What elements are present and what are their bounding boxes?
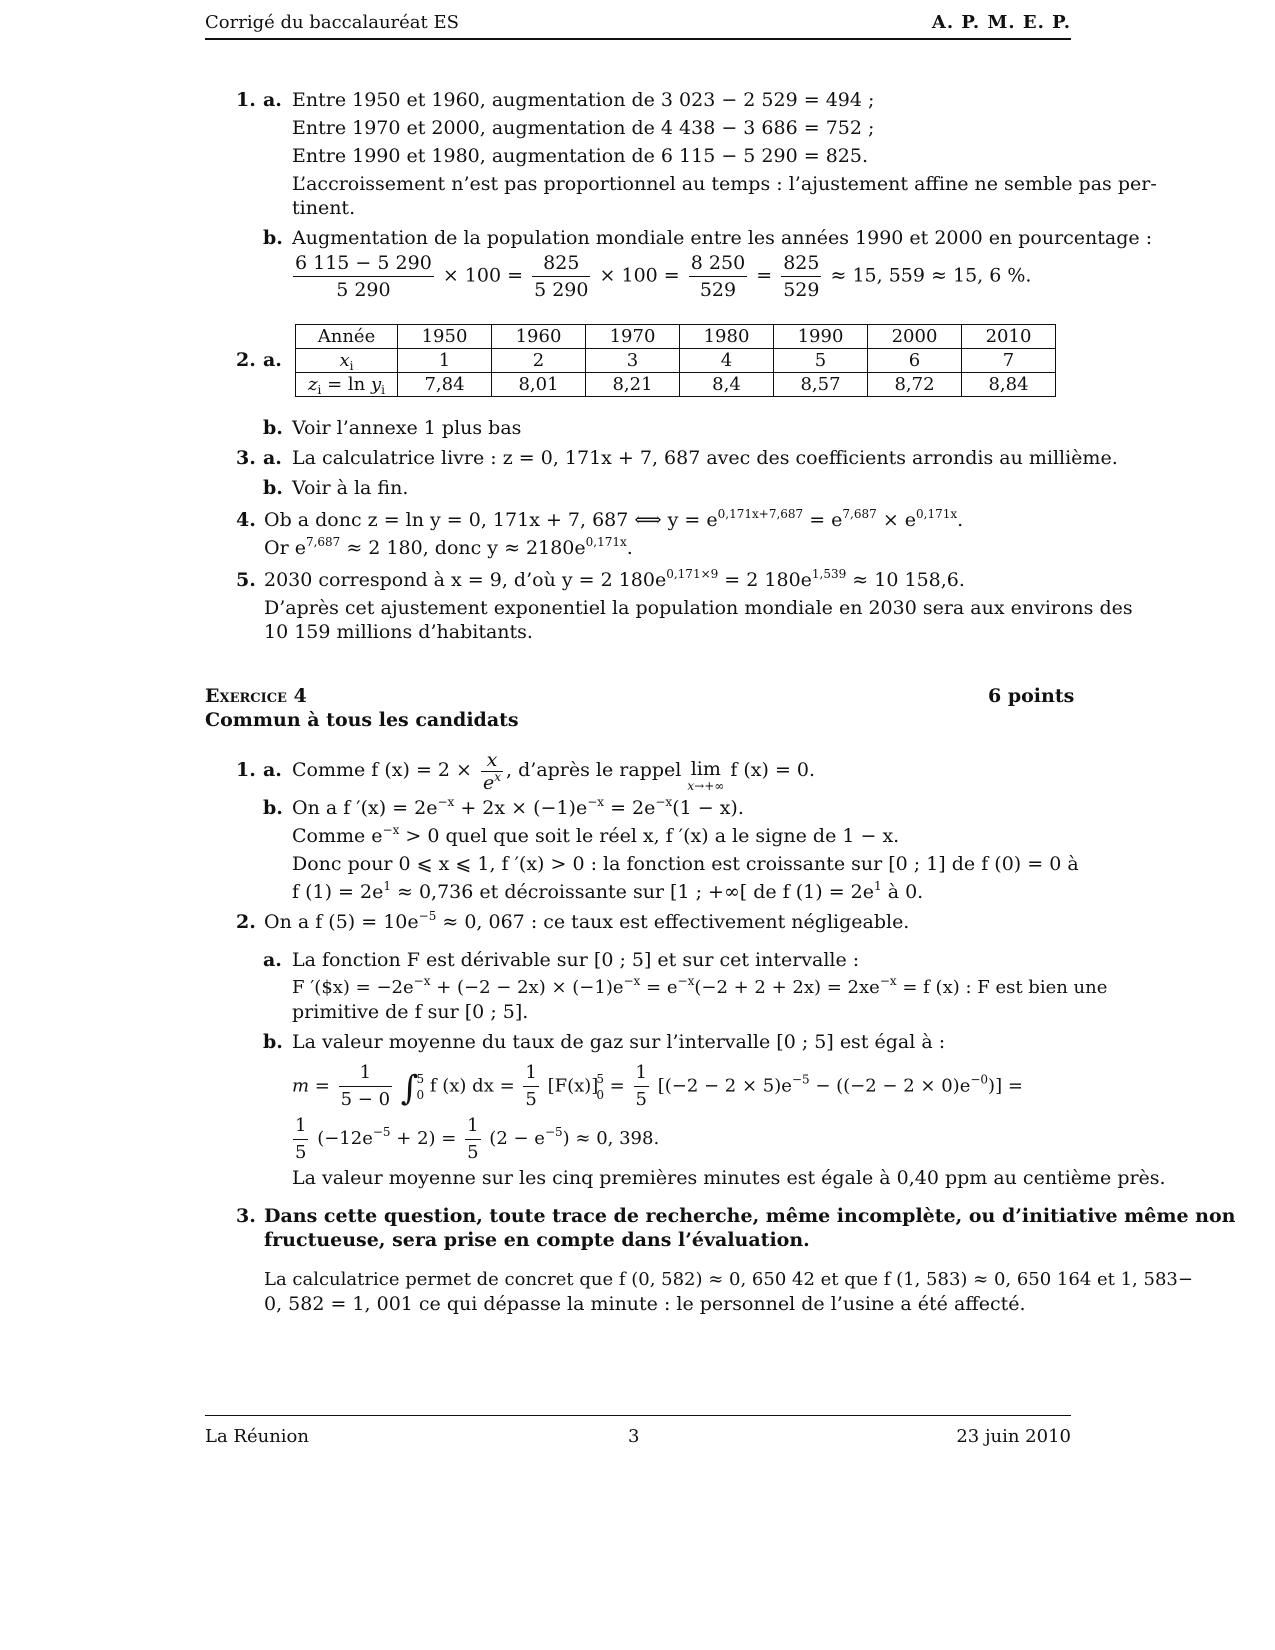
q1a-line3: Entre 1990 et 1980, augmentation de 6 115 − 5 290 = 825.: [292, 145, 869, 167]
fraction: $\frac{1}{5}$: [295, 1114, 307, 1163]
ex4-q3-line1: La calculatrice permet de concret que f (0, 582) ≈ 0, 650 42 et que f (1, 583) ≈ 0, 650 164 et 1, 583−: [264, 1269, 1193, 1290]
ex4-q2b-line4: La valeur moyenne sur les cinq premières minutes est égale à 0,40 ppm au centième près.: [292, 1167, 1166, 1189]
integral-sign: ∫: [400, 1068, 419, 1109]
header-apmep: A. P. M. E. P.: [931, 12, 1071, 33]
ex4-q3-bold1: Dans cette question, toute trace de recherche, même incomplète, ou d’initiative même non: [264, 1205, 1236, 1227]
fraction: $\frac{1}{5}$: [525, 1062, 537, 1110]
ex4-q1b-line1: On a f $'(x) = 2e^{-x} + 2x \times (-1)e^{-x} = 2e^{-x}(1 - x)$.: [292, 795, 744, 819]
q2a-letter: a.: [263, 349, 282, 371]
q3a-text: La calculatrice livre : z = 0, 171x + 7, 687 avec des coefficients arrondis au millième.: [292, 447, 1118, 469]
q1a-line2: Entre 1970 et 2000, augmentation de 4 438 − 3 686 = 752 ;: [292, 117, 875, 139]
ex4-q2-line: On a f $(5) = 10e^{-5} \approx 0$, 067 : ce taux est effectivement négligeable.: [264, 909, 910, 933]
page-footer: [205, 1415, 1071, 1447]
ex4-q1b-line2: Comme $e^{-x} > 0$ quel que soit le réel x, f ′(x) a le signe de 1 − x.: [292, 823, 900, 847]
ex4-q2a-letter: a.: [263, 949, 282, 971]
fraction: $\frac{825}{5 290}$: [534, 252, 589, 301]
q2-number: 2.: [236, 349, 256, 371]
table-cell: 1970: [586, 325, 680, 349]
exercise-subtitle: Commun à tous les candidats: [205, 709, 519, 731]
fraction: $\frac{1}{5}$: [635, 1062, 647, 1110]
table-head: $x_i$: [296, 349, 398, 373]
exercise-points: 6 points: [988, 685, 1075, 707]
ex4-q2b-line3: $\frac{1}{5}$ $(-12e^{-5} + 2)$ = $\frac{1}{5}$ $(2 - e^{-5}) \approx 0$, 398.: [290, 1112, 659, 1166]
q1a-letter: a.: [263, 89, 282, 111]
table-cell: 8,01: [492, 373, 586, 397]
table-cell: 2: [492, 349, 586, 373]
ex4-q2b-line1: La valeur moyenne du taux de gaz sur l’intervalle [0 ; 5] est égal à :: [292, 1031, 946, 1053]
table-row-z: [296, 373, 1056, 397]
table-cell: 1980: [680, 325, 774, 349]
integral-bounds: 5 0: [416, 1071, 425, 1102]
fraction: $\frac{1}{5}$: [467, 1114, 479, 1163]
ex4-q2a-line3: primitive de f sur [0 ; 5].: [292, 1001, 529, 1023]
table-cell: 7,84: [398, 373, 492, 397]
ex4-q3-line2: 0, 582 = 1, 001 ce qui dépasse la minute : le personnel de l’usine a été affecté.: [264, 1293, 1026, 1315]
q1a-line5: tinent.: [292, 197, 356, 219]
ex4-q1-number: 1.: [236, 759, 256, 781]
fraction: $\frac{6 115 - 5 290}{5 290}$: [295, 252, 432, 301]
fraction: $\frac{8 250}{529}$: [690, 252, 746, 301]
ex4-q3-bold2: fructueuse, sera prise en compte dans l’évaluation.: [264, 1229, 810, 1251]
q4-line2: Or $e^{7,687} \approx 2$ 180, donc $y \approx 2180e^{0,171x}$.: [264, 535, 633, 559]
q3b-letter: b.: [263, 477, 283, 499]
table-row-x: [296, 349, 1056, 373]
footer-date: 23 juin 2010: [956, 1426, 1071, 1447]
q3b-text: Voir à la fin.: [292, 477, 409, 499]
table-cell: 8,72: [868, 373, 962, 397]
table-cell: 8,84: [962, 373, 1056, 397]
ex4-q1a-line: Comme f (x) = 2 × $\frac{x}{e^x}$ , d’après le rappel lim x→+∞ f (x) = 0.: [292, 748, 816, 794]
q1a-line1: Entre 1950 et 1960, augmentation de 3 023 − 2 529 = 494 ;: [292, 89, 875, 111]
page-number: 3: [628, 1426, 640, 1447]
q5-line1: 2030 correspond à x = 9, d’où y = 2 $180e^{0,171\times 9} = 2$ $180e^{1,539} \approx 10$ 158,6.: [264, 567, 965, 591]
table-cell: 4: [680, 349, 774, 373]
ex4-q3-number: 3.: [236, 1205, 256, 1227]
table-head: $z_i = \ln y_i$: [296, 373, 398, 397]
table-cell: 2000: [868, 325, 962, 349]
fraction: $\frac{x}{e^x}$: [483, 748, 502, 794]
q5-number: 5.: [236, 569, 256, 591]
ex4-q1b-line4: f $(1) = 2e^1 \approx 0,736$ et décroissante sur [1 ; +∞[ de f $(1) = 2e^1$ à 0.: [292, 879, 924, 903]
limit: lim x→+∞: [687, 758, 725, 793]
q1b-formula: $\frac{6 115 - 5 290}{5 290}$ × 100 = $\frac{825}{5 290}$ × 100 = $\frac{8 250}{529}$ = $\frac{825}{529}$ ≈ 15, 559 ≈ 15, 6 %.: [295, 252, 1032, 301]
q2b-text: Voir l’annexe 1 plus bas: [292, 417, 522, 439]
ex4-q1b-line3: Donc pour 0 ⩽ x ⩽ 1, f ′(x) > 0 : la fonction est croissante sur [0 ; 1] de f (0) = 0 à: [292, 853, 1079, 875]
table-cell: 1990: [774, 325, 868, 349]
q1b-letter: b.: [263, 227, 283, 249]
q4-line1: Ob a donc z = ln y = 0, 171x + 7, 687 ⟺ $y = e^{0,171x+7,687} = e^{7,687} \times e^{0,171x}$.: [264, 507, 964, 531]
bracket-bounds: 5 0: [596, 1071, 604, 1102]
ex4-q2b-line2: m = $\frac{1}{5 - 0}$ ∫ 5 0 f (x) dx = $\frac{1}{5}$ [F(x)] 5 0 = $\frac{1}{5}$ $[(-2 - 2 \times 5)e^{-5} - ((-2 - 2 \times 0)e^{-0})]$ =: [292, 1060, 1023, 1115]
header-title: Corrigé du baccalauréat ES: [205, 12, 459, 33]
table-cell: 8,21: [586, 373, 680, 397]
table-cell: 6: [868, 349, 962, 373]
ex4-q2a-line1: La fonction F est dérivable sur [0 ; 5] et sur cet intervalle :: [292, 949, 860, 971]
table-head: Année: [296, 325, 398, 349]
q1a-line4: L’accroissement n’est pas proportionnel au temps : l’ajustement affine ne semble pas per-: [292, 173, 1157, 195]
footer-place: La Réunion: [205, 1426, 309, 1447]
table-cell: 1950: [398, 325, 492, 349]
ex4-q2-number: 2.: [236, 911, 256, 933]
data-table: [295, 324, 1056, 397]
ex4-q1a-letter: a.: [263, 759, 282, 781]
table-cell: 5: [774, 349, 868, 373]
exercise-title: Exercice 4: [205, 685, 307, 707]
table-cell: 3: [586, 349, 680, 373]
q1-number: 1.: [236, 89, 256, 111]
q4-number: 4.: [236, 509, 256, 531]
q3a-letter: a.: [263, 447, 282, 469]
table-cell: 7: [962, 349, 1056, 373]
fraction: $\frac{825}{529}$: [783, 252, 820, 301]
table-cell: 8,4: [680, 373, 774, 397]
q3-number: 3.: [236, 447, 256, 469]
q5-line2: D’après cet ajustement exponentiel la population mondiale en 2030 sera aux environs des: [264, 597, 1133, 619]
ex4-q1b-letter: b.: [263, 797, 283, 819]
ex4-q2b-letter: b.: [263, 1031, 283, 1053]
table-cell: 1960: [492, 325, 586, 349]
table-cell: 1: [398, 349, 492, 373]
ex4-q2a-line2: F ′($x) = $-2e^{-x} + (-2 - 2x) \times (-1)e^{-x} = e^{-x}(-2 + 2 + 2x) = 2xe^{-x} = f$ (x) : F est bien une: [292, 974, 1108, 998]
page-header: [205, 10, 1071, 40]
q5-line3: 10 159 millions d’habitants.: [264, 621, 533, 643]
q2b-letter: b.: [263, 417, 283, 439]
q1b-line1: Augmentation de la population mondiale entre les années 1990 et 2000 en pourcentage :: [292, 227, 1153, 249]
fraction: $\frac{1}{5 - 0}$: [340, 1062, 391, 1110]
table-cell: 8,57: [774, 373, 868, 397]
table-cell: 2010: [962, 325, 1056, 349]
table-row-year: [296, 325, 1056, 349]
